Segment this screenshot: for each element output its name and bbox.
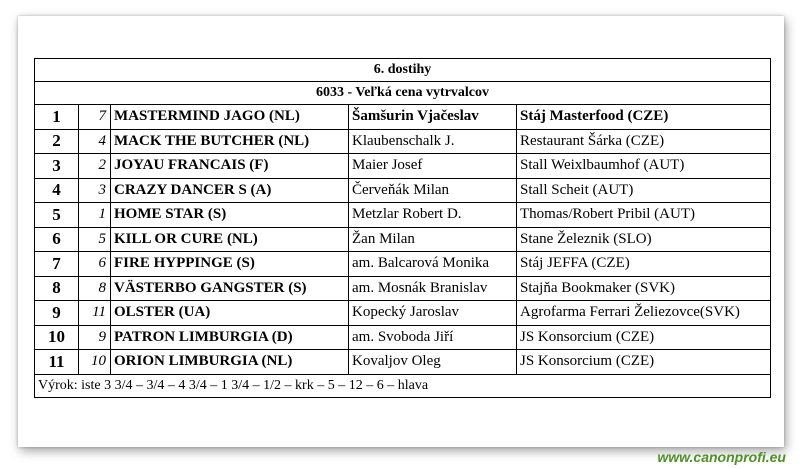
table-row [35, 276, 771, 301]
table-row [35, 325, 771, 350]
horse-name: KILL OR CURE (NL) [111, 227, 349, 252]
start-number: 2 [79, 154, 111, 179]
start-number: 4 [79, 129, 111, 154]
start-number: 9 [79, 325, 111, 350]
finish-position: 9 [35, 301, 79, 326]
owner-name: Thomas/Robert Pribil (AUT) [517, 203, 771, 228]
horse-name: JOYAU FRANCAIS (F) [111, 154, 349, 179]
finish-position: 8 [35, 276, 79, 301]
start-number: 7 [79, 105, 111, 130]
start-number: 10 [79, 350, 111, 375]
horse-name: MASTERMIND JAGO (NL) [111, 105, 349, 130]
jockey-name: am. Svoboda Jiří [349, 325, 517, 350]
start-number: 8 [79, 276, 111, 301]
table-row [35, 203, 771, 228]
jockey-name: am. Mosnák Branislav [349, 276, 517, 301]
finish-position: 2 [35, 129, 79, 154]
start-number: 6 [79, 252, 111, 277]
finish-position: 1 [35, 105, 79, 130]
jockey-name: am. Balcarová Monika [349, 252, 517, 277]
finish-position: 5 [35, 203, 79, 228]
verdict-row [35, 374, 771, 397]
start-number: 1 [79, 203, 111, 228]
owner-name: Stall Weixlbaumhof (AUT) [517, 154, 771, 179]
table-row [35, 227, 771, 252]
owner-name: Stall Scheit (AUT) [517, 178, 771, 203]
owner-name: Agrofarma Ferrari Želiezovce(SVK) [517, 301, 771, 326]
watermark: www.canonprofi.eu [657, 449, 786, 465]
table-row [35, 105, 771, 130]
race-subtitle: 6033 - Veľká cena vytrvalcov [35, 82, 771, 105]
finish-position: 3 [35, 154, 79, 179]
jockey-name: Metzlar Robert D. [349, 203, 517, 228]
table-row [35, 129, 771, 154]
table-row [35, 178, 771, 203]
jockey-name: Červeňák Milan [349, 178, 517, 203]
horse-name: OLSTER (UA) [111, 301, 349, 326]
owner-name: Stajňa Bookmaker (SVK) [517, 276, 771, 301]
jockey-name: Žan Milan [349, 227, 517, 252]
owner-name: Stane Železnik (SLO) [517, 227, 771, 252]
start-number: 5 [79, 227, 111, 252]
horse-name: MACK THE BUTCHER (NL) [111, 129, 349, 154]
table-row [35, 301, 771, 326]
owner-name: Restaurant Šárka (CZE) [517, 129, 771, 154]
race-title: 6. dostihy [35, 59, 771, 82]
horse-name: ORION LIMBURGIA (NL) [111, 350, 349, 375]
owner-name: Stáj JEFFA (CZE) [517, 252, 771, 277]
table-row [35, 154, 771, 179]
results-table [34, 58, 771, 398]
jockey-name: Maier Josef [349, 154, 517, 179]
table-row [35, 350, 771, 375]
owner-name: JS Konsorcium (CZE) [517, 350, 771, 375]
start-number: 3 [79, 178, 111, 203]
table-row [35, 252, 771, 277]
finish-position: 10 [35, 325, 79, 350]
horse-name: HOME STAR (S) [111, 203, 349, 228]
jockey-name: Šamšurin Vjačeslav [349, 105, 517, 130]
jockey-name: Kovaljov Oleg [349, 350, 517, 375]
start-number: 11 [79, 301, 111, 326]
jockey-name: Klaubenschalk J. [349, 129, 517, 154]
horse-name: CRAZY DANCER S (A) [111, 178, 349, 203]
finish-position: 11 [35, 350, 79, 375]
finish-position: 4 [35, 178, 79, 203]
race-title-row [35, 59, 771, 82]
horse-name: VÄSTERBO GANGSTER (S) [111, 276, 349, 301]
owner-name: Stáj Masterfood (CZE) [517, 105, 771, 130]
verdict-text: Výrok: iste 3 3/4 – 3/4 – 4 3/4 – 1 3/4 – 1/2 – krk – 5 – 12 – 6 – hlava [35, 374, 771, 397]
race-subtitle-row [35, 82, 771, 105]
horse-name: PATRON LIMBURGIA (D) [111, 325, 349, 350]
finish-position: 7 [35, 252, 79, 277]
owner-name: JS Konsorcium (CZE) [517, 325, 771, 350]
finish-position: 6 [35, 227, 79, 252]
jockey-name: Kopecký Jaroslav [349, 301, 517, 326]
horse-name: FIRE HYPPINGE (S) [111, 252, 349, 277]
